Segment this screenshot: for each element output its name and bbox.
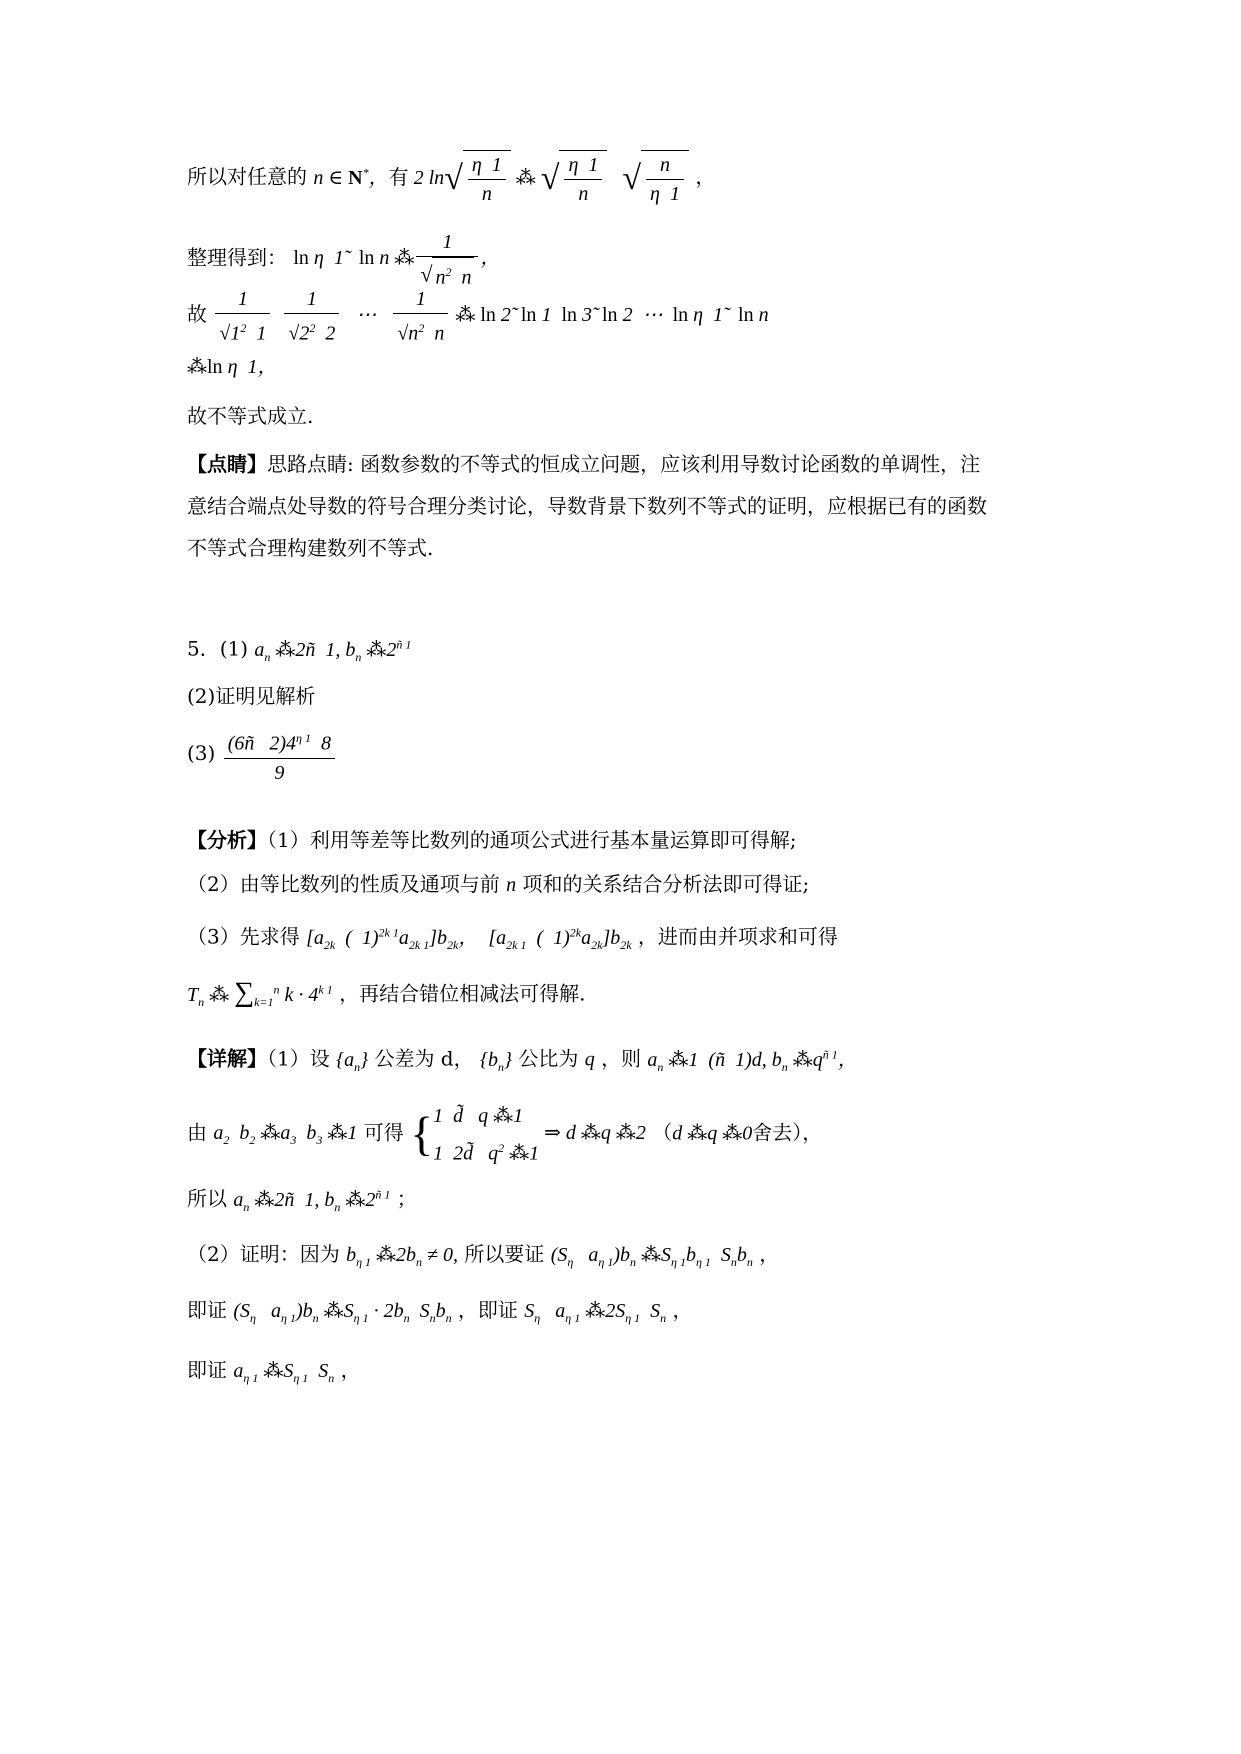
line-1 [187,150,715,208]
formula: n ∈ N*，有 2 ln√ $\frac{\eta 1}{n}$ ⁂ √ $\frac{\eta 1}{n}$ √ $\frac{n}{\eta 1}$ [313,167,689,189]
mid: 公差为 d， [374,1046,474,1071]
tail: ， [759,1242,780,1266]
formula-b: $\{b_n\}$ [479,1048,512,1074]
text: 即证 [187,1298,227,1322]
line-17 [187,1100,822,1170]
text: 5．(1) [187,636,249,661]
text: （1）利用等差等比数列的通项公式进行基本量运算即可得解; [267,828,797,852]
tail: ， [672,1298,693,1322]
tail: ，则 [601,1046,642,1071]
line-14 [187,918,838,959]
tail: （ [652,1120,673,1145]
bracket-label: 【详解】 [187,1046,267,1071]
formula: $a_n$ ⁂2ñ 1, $b_n$ $⁂2^{ñ 1}$ [233,1187,391,1214]
formula-2: d ⁂q ⁂0 [672,1122,753,1145]
tail: ； [396,1186,417,1211]
mid2: 公比为 [518,1046,579,1071]
mid: ，即证 [457,1298,518,1322]
mid: 可得 [363,1120,404,1145]
line-8: 不等式合理构建数列不等式. [187,536,434,560]
text: （1）设 [267,1046,330,1071]
line-9 [187,630,411,671]
text: (3) [187,740,216,765]
formula-q: q [584,1048,595,1071]
formula: $a_n$ ⁂2ñ 1, $b_n$ $⁂2^{ñ 1}$ [254,637,412,664]
line-2 [187,228,500,292]
line-12 [187,826,796,854]
line-4 [187,352,277,381]
line-18 [187,1180,417,1221]
line-7: 意结合端点处导数的符号合理分类讨论，导数背景下数列不等式的证明，应根据已有的函数 [187,494,987,518]
var-n: n [506,874,517,896]
text: 思路点睛: 函数参数的不等式的恒成立问题，应该利用导数讨论函数的单调性，注 [267,452,981,476]
mid: 所以要证 [464,1242,545,1266]
bracket-label: 【分析】 [187,828,267,852]
formula-2: ($S_\eta$ $a_{\eta 1})b_n$ $⁂S_{\eta 1}b_{\eta 1}$ $S_nb_n$ [550,1244,753,1269]
line-15 [187,975,585,1016]
line-5: 故不等式成立. [187,404,314,428]
line-13 [187,870,809,899]
line-10: (2)证明见解析 [187,684,316,708]
text: 故 [187,301,207,326]
formula: ⁂ln η 1， [187,356,278,378]
formula-c: $a_n$ ⁂1 (ñ 1)d, $b_n$ $⁂q^{ñ 1}$， [647,1047,858,1074]
line-19 [187,1240,779,1276]
tail: ， [695,164,716,189]
line-6 [187,450,980,478]
formula: $a_2$ $b_2$ $⁂a_3$ $b_3$ ⁂1 [213,1122,358,1148]
text: 整理得到： [187,245,287,270]
text: （2）由等比数列的性质及通项与前 [187,872,500,896]
tail: ，进而由并项求和可得 [637,924,838,949]
text: 所以 [187,1186,227,1211]
formula: $b_{\eta 1}$ $⁂2b_n \ne 0$, [346,1244,459,1269]
line-3 [187,285,769,348]
formula: [$a_{2k}$ ( $1)^{2k 1}a_{2k 1}]b_{2k}$， [$a_{2k 1}$ ( $1)^{2k}a_{2k}]b_{2k}$ [306,925,632,952]
tail: ， [340,1358,361,1382]
formula-a: $\{a_n\}$ [336,1048,369,1074]
formula: ($S_\eta$ $a_{\eta 1})b_n$ $⁂S_{\eta 1} \cdot 2b_n$ $S_nb_n$ [233,1300,452,1325]
tail: ，再结合错位相减法可得解. [339,981,586,1006]
formula: ln η 1̃ ln n ⁂ $\frac{1}{√ n^2 n}$ ， [293,247,500,269]
line-11 [187,724,337,787]
text: 所以对任意的 [187,164,307,189]
line-20 [187,1296,693,1332]
system: {1 d̃ q ⁂1 1 2d̃ $q^2$ ⁂1 ⇒ d ⁂q ⁂2 [410,1105,646,1165]
tail: 项和的关系结合分析法即可得证; [522,872,810,896]
formula: $T_n$ ⁂ $\sum_{k=1}^n$ $k \cdot 4^{k 1}$ [187,976,333,1009]
text: （2）证明：因为 [187,1242,340,1266]
formula: $a_{\eta 1}$ $⁂S_{\eta 1}$ $S_n$ [233,1360,335,1385]
bracket-label: 【点睛】 [187,452,267,476]
text: （3）先求得 [187,924,300,949]
line-16 [187,1040,858,1081]
line-21 [187,1356,361,1392]
text: 由 [187,1120,207,1145]
formula: $\frac{(6ñ 2)4^{\eta 1} 8}{9}$ [222,743,337,765]
formula-2: $S_\eta$ $a_{\eta 1}$ $⁂2S_{\eta 1}$ $S_n$ [524,1300,667,1325]
tail2: 舍去）， [752,1120,823,1145]
formula: $\frac{1}{√1^2 1}$ $\frac{1}{√2^2 2}$ ⋯ $\frac{1}{√n^2 n}$ ⁂ ln 2̃ ln 1 ln 3̃ ln 2 ⋯ ln η 1̃ ln n [213,304,768,326]
text: 即证 [187,1358,227,1382]
